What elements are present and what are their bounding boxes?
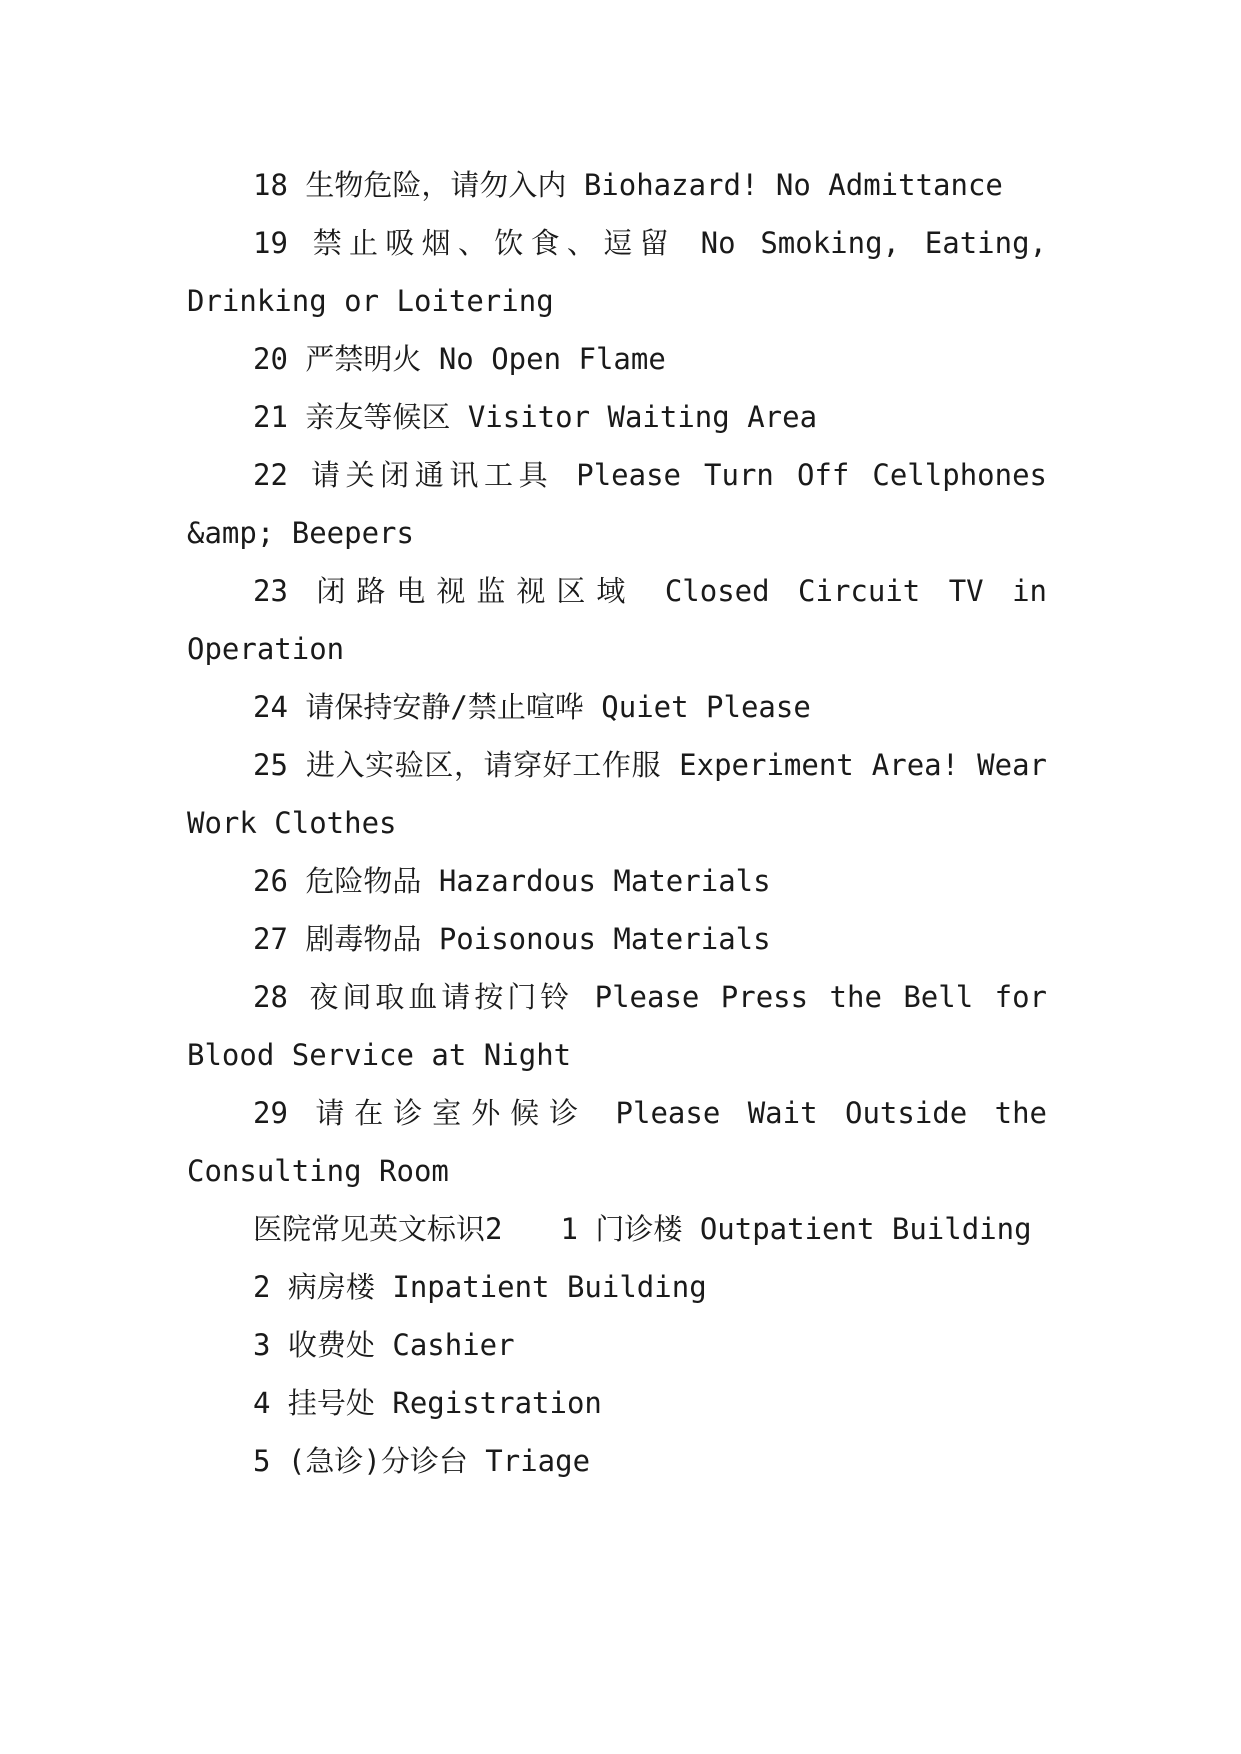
paragraph: 29 请在诊室外候诊 Please Wait Outside the Consulting Room <box>187 1096 1047 1188</box>
paragraph: 25 进入实验区，请穿好工作服 Experiment Area! Wear Work Clothes <box>187 748 1047 840</box>
document-body <box>187 156 1047 1490</box>
paragraph: 2 病房楼 Inpatient Building <box>253 1270 707 1304</box>
paragraph: 23 闭路电视监视区域 Closed Circuit TV in Operation <box>187 574 1047 666</box>
paragraph: 22 请关闭通讯工具 Please Turn Off Cellphones &amp; Beepers <box>187 458 1047 550</box>
paragraph: 19 禁止吸烟、饮食、逗留 No Smoking, Eating, Drinking or Loitering <box>187 226 1047 318</box>
paragraph: 24 请保持安静/禁止喧哗 Quiet Please <box>253 690 811 724</box>
paragraph: 26 危险物品 Hazardous Materials <box>253 864 771 898</box>
paragraph: 28 夜间取血请按门铃 Please Press the Bell for Blood Service at Night <box>187 980 1047 1072</box>
paragraph: 20 严禁明火 No Open Flame <box>253 342 666 376</box>
paragraph: 21 亲友等候区 Visitor Waiting Area <box>253 400 818 434</box>
paragraph: 4 挂号处 Registration <box>253 1386 602 1420</box>
section-heading-paragraph: 医院常见英文标识2 1 门诊楼 Outpatient Building <box>253 1212 1032 1246</box>
paragraph: 18 生物危险，请勿入内 Biohazard! No Admittance <box>253 168 1003 202</box>
paragraph: 5 (急诊)分诊台 Triage <box>253 1444 591 1478</box>
paragraph: 3 收费处 Cashier <box>253 1328 515 1362</box>
paragraph: 27 剧毒物品 Poisonous Materials <box>253 922 771 956</box>
